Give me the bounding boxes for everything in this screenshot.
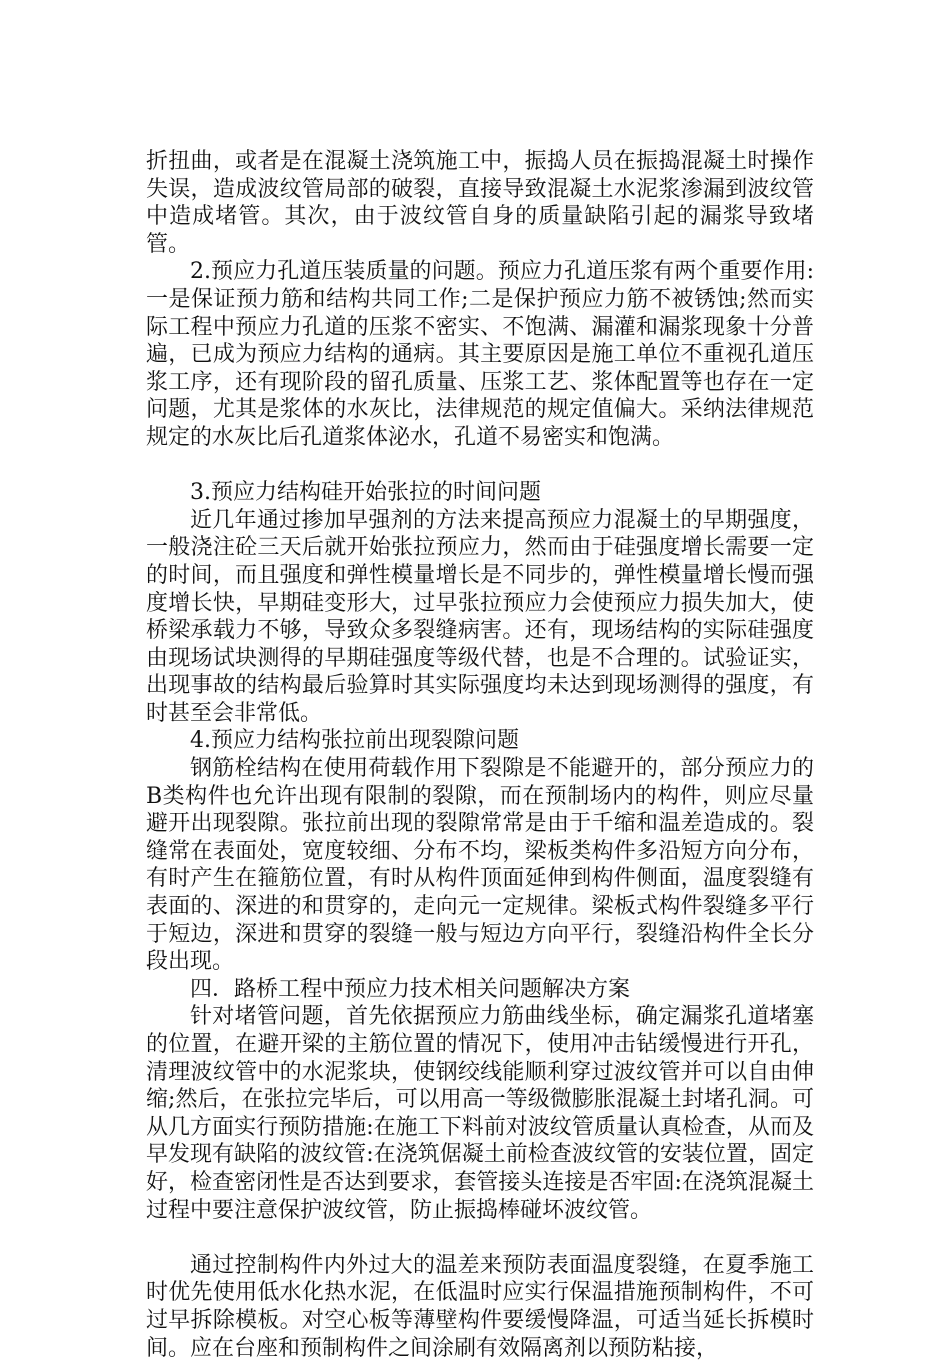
- heading-tensioning-time: 3.预应力结构硅开始张拉的时间问题: [190, 480, 541, 506]
- paragraph-temperature-crack-prevention: 通过控制构件内外过大的温差来预防表面温度裂缝，在夏季施工时优先使用低水化热水泥，在低温时应实行保温措施预制构件，不可过早拆除模板。对空心板等薄壁构件要缓慢降温，可适当延长拆模时间。应在台座和预制构件之间涂刷有效隔离剂以预防粘接，: [146, 1252, 814, 1361]
- body-text: [146, 148, 814, 1362]
- paragraph-continuation: 折扭曲，或者是在混凝土浇筑施工中，振捣人员在振捣混凝土时操作失误，造成波纹管局部的破裂，直接导致混凝土水泥浆渗漏到波纹管中造成堵管。其次，由于波纹管自身的质量缺陷引起的漏浆导致堵管。: [146, 149, 814, 257]
- paragraph-grouting-quality: 2.预应力孔道压装质量的问题。预应力孔道压浆有两个重要作用:一是保证预力筋和结构共同工作;二是保护预应力筋不被锈蚀;然而实际工程中预应力孔道的压浆不密实、不饱满、漏灌和漏浆现象十分普遍，已成为预应力结构的通病。其主要原因是施工单位不重视孔道压浆工序，还有现阶段的留孔质量、压浆工艺、浆体配置等也存在一定问题，尤其是浆体的水灰比，法律规范的规定值偏大。采纳法律规范规定的水灰比后孔道浆体泌水，孔道不易密实和饱满。: [146, 259, 814, 450]
- paragraph-pipe-blockage-solution: 针对堵管问题，首先依据预应力筋曲线坐标，确定漏浆孔道堵塞的位置，在避开梁的主筋位置的情况下，使用冲击钻缓慢进行开孔，清理波纹管中的水泥浆块，使钢绞线能顺利穿过波纹管并可以自由伸缩;然后，在张拉完毕后，可以用高一等级微膨胀混凝土封堵孔洞。可从几方面实行预防措施:在施工下料前对波纹管质量认真检查，从而及早发现有缺陷的波纹管:在浇筑倨凝土前检查波纹管的安装位置，固定好，检查密闭性是否达到要求，套管接头连接是否牢固:在浇筑混凝土过程中要注意保护波纹管，防止振捣棒碰坏波纹管。: [146, 1004, 814, 1223]
- paragraph-tensioning-time: 近几年通过掺加早强剂的方法来提高预应力混凝土的早期强度，一般浇注砼三天后就开始张拉预应力，然而由于硅强度增长需要一定的时间，而且强度和弹性模量增长是不同步的，弹性模量增长慢而强度增长快，早期硅变形大，过早张拉预应力会使预应力损失加大，使桥梁承载力不够，导致众多裂缝病害。还有，现场结构的实际硅强度由现场试块测得的早期硅强度等级代替，也是不合理的。试验证实，出现事故的结构最后验算时其实际强度均未达到现场测得的强度，有时甚至会非常低。: [146, 507, 814, 726]
- paragraph-pre-tension-cracks: 钢筋栓结构在使用荷载作用下裂隙是不能避开的，部分预应力的B类构件也允许出现有限制的裂隙，而在预制场内的构件，则应尽量避开出现裂隙。张拉前出现的裂隙常常是由于千缩和温差造成的。裂缝常在表面处，宽度较细、分布不均，梁板类构件多沿短方向分布，有时产生在箍筋位置，有时从构件顶面延伸到构件侧面，温度裂缝有表面的、深进的和贯穿的，走向元一定规律。梁板式构件裂缝多平行于短边，深进和贯穿的裂缝一般与短边方向平行，裂缝沿构件全长分段出现。: [146, 756, 814, 975]
- heading-solutions: 四．路桥工程中预应力技术相关问题解决方案: [190, 976, 631, 1002]
- heading-pre-tension-cracks: 4.预应力结构张拉前出现裂隙问题: [190, 728, 519, 754]
